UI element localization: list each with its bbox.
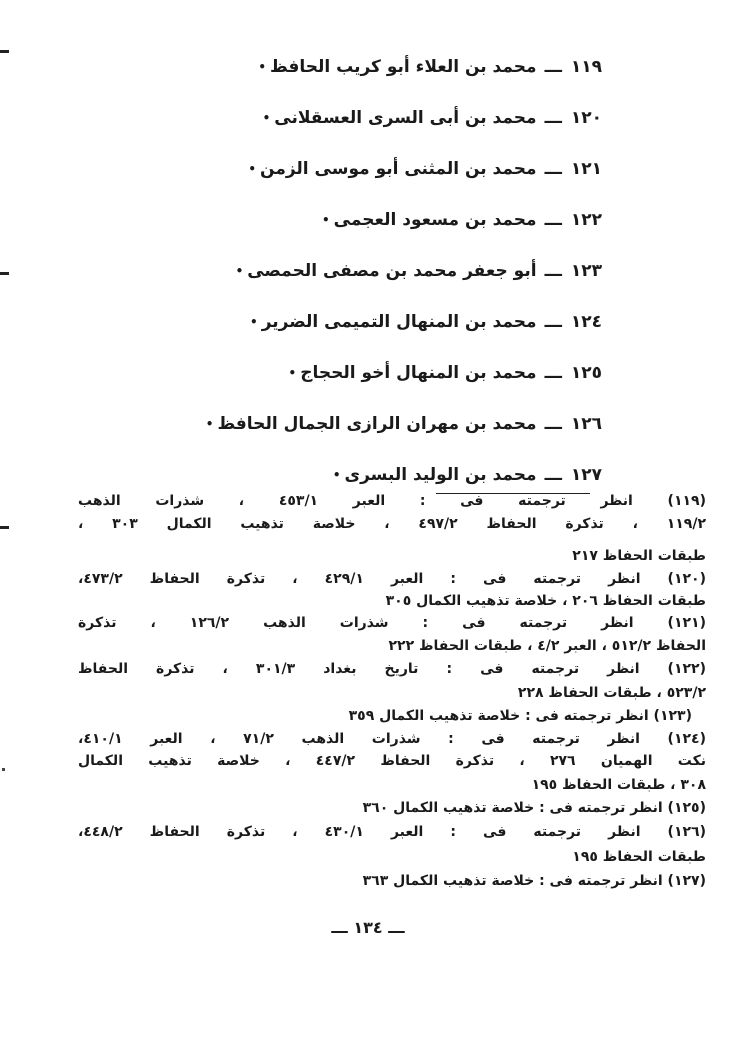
entry: ١٢٧ـــمحمد بن الوليد البسرى•: [332, 465, 602, 485]
footnote-line: ٥٢٣/٢ ، طبقات الحفاظ ٢٢٨: [517, 685, 706, 701]
bullet-icon: •: [262, 111, 271, 125]
bullet-icon: •: [288, 366, 297, 380]
entry-name: محمد بن العلاء أبو كريب الحافظ: [269, 57, 537, 77]
entry-name: محمد بن أبى السرى العسقلانى: [274, 108, 537, 128]
entry-number: ١٢٣: [570, 261, 602, 281]
entry-number: ١٢٠: [570, 108, 602, 128]
footnote-line: (١٢٠) انظر ترجمته فى : العبر ٤٢٩/١ ، تذكرة الحفاظ ٤٧٣/٢،: [78, 571, 706, 587]
bullet-icon: •: [205, 417, 214, 431]
footnote-line: (١٢٦) انظر ترجمته فى : العبر ٤٣٠/١ ، تذكرة الحفاظ ٤٤٨/٢،: [78, 824, 706, 840]
page-number: ـــ ١٣٤ ـــ: [331, 918, 405, 937]
entry-number: ١١٩: [570, 57, 602, 77]
footnote-line: ٣٠٨ ، طبقات الحفاظ ١٩٥: [531, 777, 706, 793]
entry: ١٢٥ـــمحمد بن المنهال أخو الحجاج•: [288, 363, 602, 383]
bullet-icon: •: [332, 468, 341, 482]
entry: ١٢١ـــمحمد بن المثنى أبو موسى الزمن•: [248, 159, 602, 179]
footnote-line: (١٢٤) انظر ترجمته فى : شذرات الذهب ٧١/٢ ، العبر ٤١٠/١،: [78, 731, 706, 747]
entry: ١٢٢ـــمحمد بن مسعود العجمى•: [322, 210, 602, 230]
footnote-line: الحفاظ ٥١٢/٢ ، العبر ٤/٢ ، طبقات الحفاظ ٢٢٢: [388, 638, 706, 654]
entry-number: ١٢٦: [570, 414, 602, 434]
footnote-line: طبقات الحفاظ ١٩٥: [572, 849, 706, 865]
entry-name: أبو جعفر محمد بن مصفى الحمصى: [247, 261, 537, 281]
entry: ١٢٦ـــمحمد بن مهران الرازى الجمال الحافظ•: [205, 414, 602, 434]
entry-name: محمد بن مهران الرازى الجمال الحافظ: [217, 414, 537, 434]
entry-number: ١٢٥: [570, 363, 602, 383]
scan-edge-mark: [0, 526, 9, 529]
entry-number: ١٢٤: [570, 312, 602, 332]
entry: ١١٩ـــمحمد بن العلاء أبو كريب الحافظ•: [258, 57, 602, 77]
bullet-icon: •: [322, 213, 330, 227]
scan-edge-mark: [2, 768, 5, 771]
entry: ١٢٤ـــمحمد بن المنهال التميمى الضرير•: [250, 312, 602, 332]
scan-edge-mark: [0, 50, 9, 53]
entry-name: محمد بن المنهال التميمى الضرير: [261, 312, 537, 332]
bullet-icon: •: [258, 60, 266, 74]
footnote-line: (١١٩) انظر ترجمته فى : العبر ٤٥٣/١ ، شذرات الذهب: [78, 493, 706, 509]
entry-name: محمد بن مسعود العجمى: [333, 210, 537, 230]
entry-name: محمد بن المثنى أبو موسى الزمن: [260, 159, 537, 179]
footnote-line: (١٢٣) انظر ترجمته فى : خلاصة تذهيب الكمال ٣٥٩: [348, 708, 692, 724]
entry: ١٢٣ـــأبو جعفر محمد بن مصفى الحمصى•: [235, 261, 602, 281]
entry-name: محمد بن الوليد البسرى: [344, 465, 537, 485]
footnote-line: (١٢٧) انظر ترجمته فى : خلاصة تذهيب الكمال ٣٦٣: [362, 873, 706, 889]
bullet-icon: •: [250, 315, 258, 329]
footnote-line: نكت الهميان ٢٧٦ ، تذكرة الحفاظ ٤٤٧/٢ ، خلاصة تذهيب الكمال: [78, 753, 706, 769]
entry: ١٢٠ـــمحمد بن أبى السرى العسقلانى•: [262, 108, 602, 128]
scan-edge-mark: [0, 272, 9, 275]
entry-number: ١٢٢: [570, 210, 602, 230]
footnote-line: ١١٩/٢ ، تذكرة الحفاظ ٤٩٧/٢ ، خلاصة تذهيب الكمال ٣٠٣ ،: [78, 516, 706, 532]
bullet-icon: •: [235, 264, 244, 278]
footnote-line: طبقات الحفاظ ٢١٧: [572, 548, 706, 564]
footnote-line: (١٢٢) انظر ترجمته فى : تاريخ بغداد ٣٠١/٣ ، تذكرة الحفاظ: [78, 661, 706, 677]
footnote-line: (١٢١) انظر ترجمته فى : شذرات الذهب ١٢٦/٢ ، تذكرة: [78, 615, 706, 631]
bullet-icon: •: [248, 162, 257, 176]
footnote-line: طبقات الحفاظ ٢٠٦ ، خلاصة تذهيب الكمال ٣٠٥: [385, 593, 706, 609]
entry-number: ١٢٧: [570, 465, 602, 485]
footnote-line: (١٢٥) انظر ترجمته فى : خلاصة تذهيب الكمال ٣٦٠: [362, 800, 706, 816]
entry-number: ١٢١: [570, 159, 602, 179]
entry-name: محمد بن المنهال أخو الحجاج: [300, 363, 537, 383]
